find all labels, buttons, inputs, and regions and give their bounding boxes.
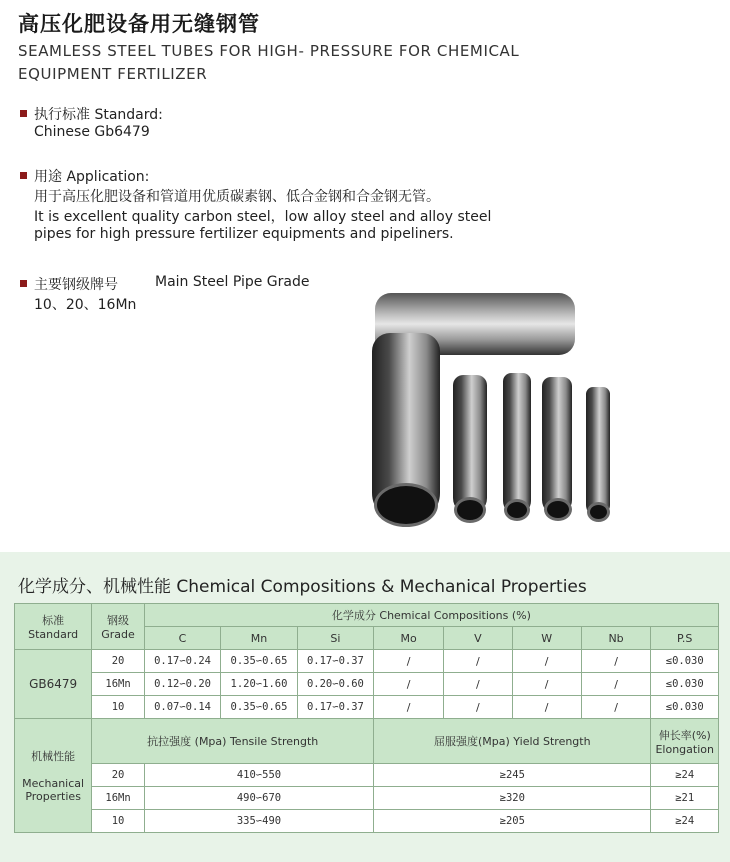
chem-cell: / (512, 673, 581, 696)
properties-table (14, 603, 719, 833)
table-row (15, 696, 719, 719)
chem-cell: / (374, 650, 444, 673)
page-title: 高压化肥设备用无缝钢管 (18, 12, 260, 36)
chem-cell: 0.20∽0.60 (297, 673, 373, 696)
yield-cell: ≥320 (374, 787, 651, 810)
chem-cell: / (444, 696, 513, 719)
application-cn: 用于高压化肥设备和管道用优质碳素钢、低合金钢和合金钢无管。 (34, 189, 440, 205)
chem-cell: 1.20∽1.60 (221, 673, 297, 696)
chem-cell: ≤0.030 (651, 696, 719, 719)
chem-cell: ≤0.030 (651, 673, 719, 696)
grade-cell: 16Mn (92, 673, 145, 696)
header-element: Mo (374, 627, 444, 650)
chem-cell: 0.17∽0.37 (297, 696, 373, 719)
subtitle-line-1: SEAMLESS STEEL TUBES FOR HIGH- PRESSURE FOR CHEMICAL (18, 42, 520, 60)
header-element: C (144, 627, 220, 650)
header-grade: 钢级 Grade (92, 604, 145, 650)
chem-cell: / (444, 650, 513, 673)
grade-cell: 16Mn (92, 787, 145, 810)
chem-cell: / (444, 673, 513, 696)
bullet-icon (20, 110, 27, 117)
tensile-cell: 335∽490 (144, 810, 373, 833)
bullet-icon (20, 280, 27, 287)
header-tensile: 抗拉强度 (Mpa) Tensile Strength (92, 719, 374, 764)
standard-label: 执行标准 Standard: (34, 107, 163, 123)
header-element: Si (297, 627, 373, 650)
chem-cell: ≤0.030 (651, 650, 719, 673)
tensile-cell: 490∽670 (144, 787, 373, 810)
mechanical-label: 机械性能 Mechanical Properties (15, 719, 92, 833)
header-element: Mn (221, 627, 297, 650)
application-en-1: It is excellent quality carbon steel，low alloy steel and alloy steel (34, 209, 492, 225)
section-title: 化学成分、机械性能 Chemical Compositions & Mechanical Properties (18, 577, 587, 597)
steel-pipes-image (360, 285, 630, 535)
grade-label-en: Main Steel Pipe Grade (155, 274, 310, 290)
chem-cell: 0.17∽0.37 (297, 650, 373, 673)
chem-cell: 0.17∽0.24 (144, 650, 220, 673)
chem-cell: / (512, 696, 581, 719)
subtitle-line-2: EQUIPMENT FERTILIZER (18, 65, 208, 83)
standard-cell: GB6479 (15, 650, 92, 719)
header-standard: 标准 Standard (15, 604, 92, 650)
chem-cell: / (581, 673, 651, 696)
grade-value: 10、20、16Mn (34, 297, 137, 313)
header-chemical: 化学成分 Chemical Compositions (%) (144, 604, 718, 627)
application-label: 用途 Application: (34, 169, 150, 185)
yield-cell: ≥245 (374, 764, 651, 787)
grade-cell: 20 (92, 764, 145, 787)
chem-cell: 0.35∽0.65 (221, 650, 297, 673)
header-element: W (512, 627, 581, 650)
table-row (15, 650, 719, 673)
grade-cell: 10 (92, 696, 145, 719)
grade-cell: 10 (92, 810, 145, 833)
chem-cell: / (581, 696, 651, 719)
grade-label-cn: 主要钢级牌号 (34, 277, 118, 293)
header-element: P.S (651, 627, 719, 650)
chem-cell: / (374, 696, 444, 719)
header-element: V (444, 627, 513, 650)
table-row (15, 673, 719, 696)
elongation-cell: ≥24 (651, 764, 719, 787)
header-yield: 屈服强度(Mpa) Yield Strength (374, 719, 651, 764)
elongation-cell: ≥24 (651, 810, 719, 833)
standard-value: Chinese Gb6479 (34, 124, 150, 140)
tensile-cell: 410∽550 (144, 764, 373, 787)
elongation-cell: ≥21 (651, 787, 719, 810)
chem-cell: 0.12∽0.20 (144, 673, 220, 696)
table-row (15, 787, 719, 810)
header-elongation: 伸长率(%) Elongation (651, 719, 719, 764)
chem-cell: / (581, 650, 651, 673)
table-row (15, 764, 719, 787)
table-row (15, 810, 719, 833)
yield-cell: ≥205 (374, 810, 651, 833)
application-en-2: pipes for high pressure fertilizer equipments and pipeliners. (34, 226, 454, 242)
chem-cell: 0.07∽0.14 (144, 696, 220, 719)
bullet-icon (20, 172, 27, 179)
chem-cell: / (374, 673, 444, 696)
grade-cell: 20 (92, 650, 145, 673)
chem-cell: / (512, 650, 581, 673)
chem-cell: 0.35∽0.65 (221, 696, 297, 719)
header-element: Nb (581, 627, 651, 650)
